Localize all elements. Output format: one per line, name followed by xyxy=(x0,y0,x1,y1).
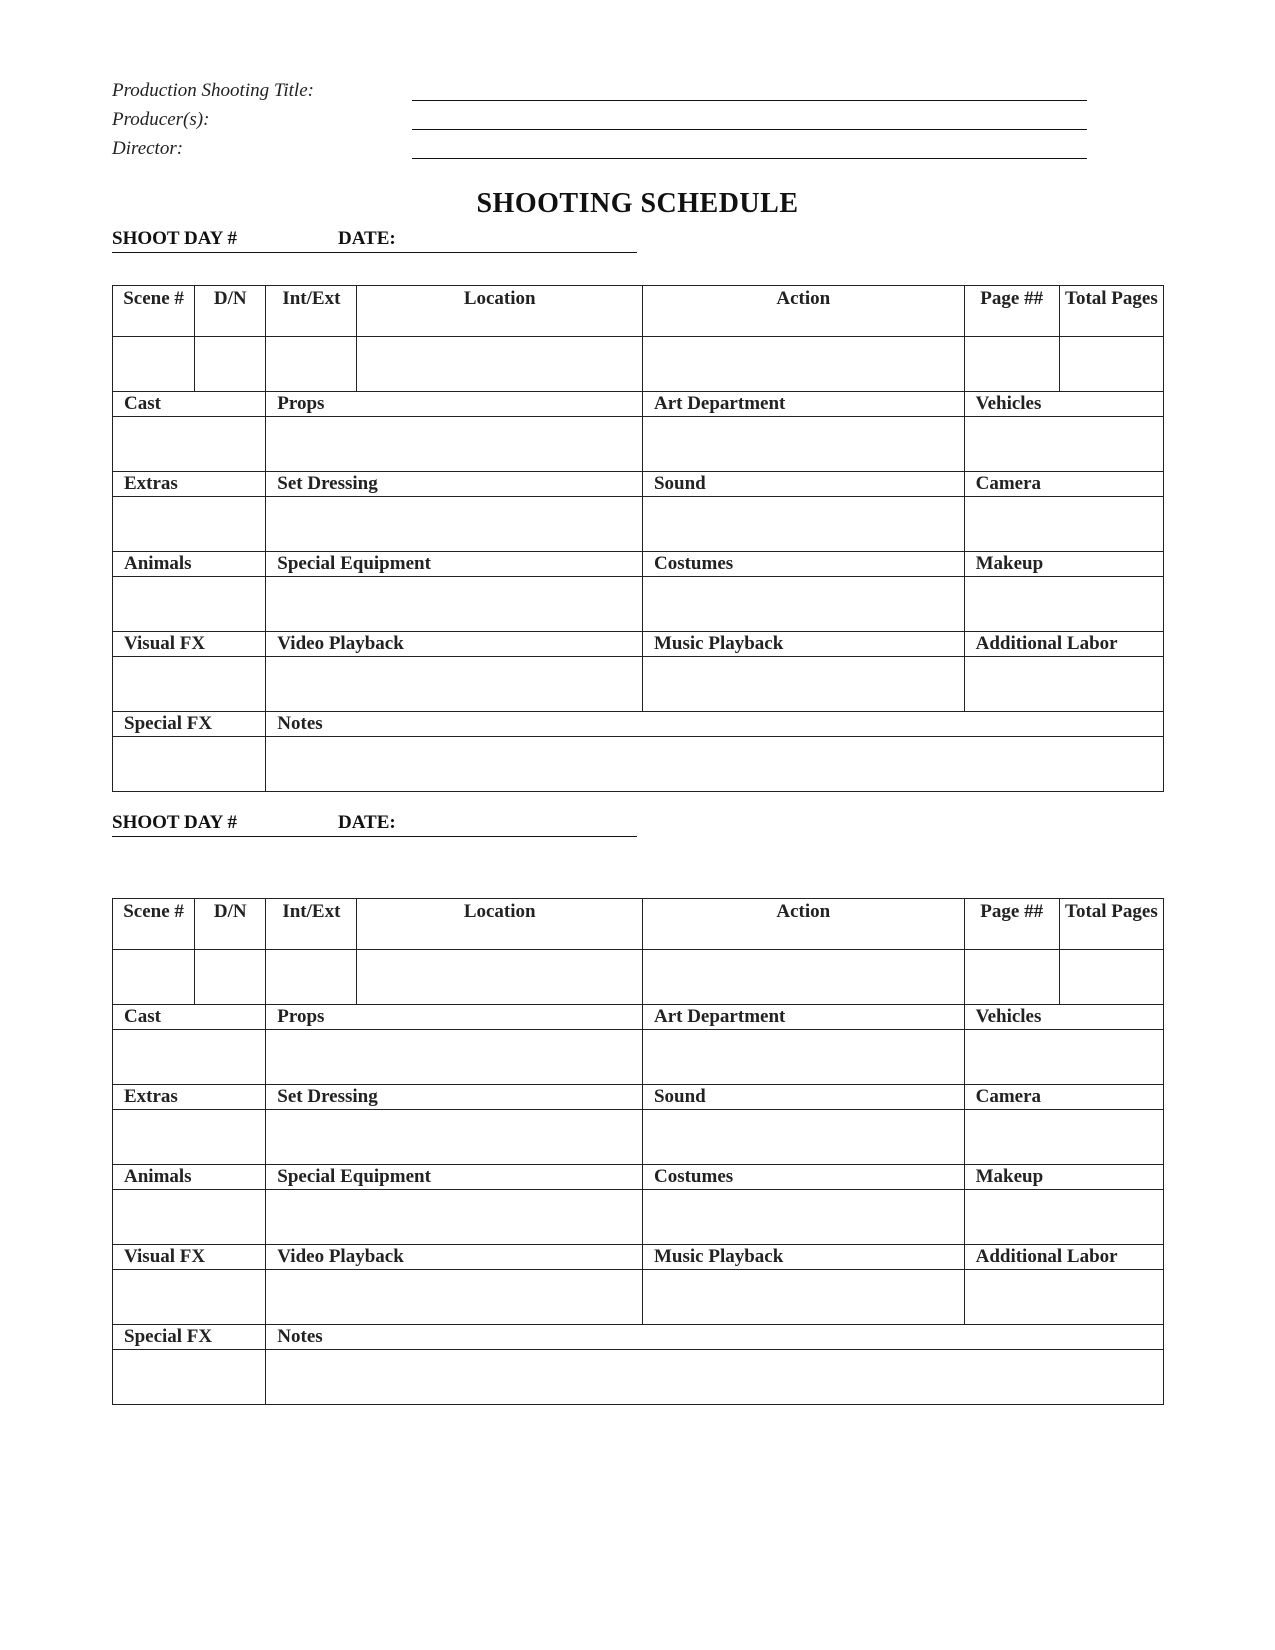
director-row xyxy=(112,136,1092,165)
column-header-intext: Int/Ext xyxy=(266,899,357,950)
shoot-day-line-2[interactable] xyxy=(112,810,637,837)
section-label-animals: Animals xyxy=(113,552,266,577)
costumes-cell[interactable] xyxy=(642,1190,964,1245)
section-label-extras: Extras xyxy=(113,472,266,497)
section-label-props: Props xyxy=(266,1005,643,1030)
column-header-total-pages: Total Pages xyxy=(1059,899,1163,950)
location-cell[interactable] xyxy=(357,337,643,392)
section-label-music-playback: Music Playback xyxy=(642,1245,964,1270)
section-label-set-dressing: Set Dressing xyxy=(266,472,643,497)
total-pages-cell[interactable] xyxy=(1059,950,1163,1005)
column-header-dn: D/N xyxy=(195,286,266,337)
action-cell[interactable] xyxy=(642,950,964,1005)
column-header-page: Page ## xyxy=(964,899,1059,950)
music-playback-cell[interactable] xyxy=(642,1270,964,1325)
camera-cell[interactable] xyxy=(964,497,1163,552)
section-label-art-department: Art Department xyxy=(642,392,964,417)
section-label-special-fx: Special FX xyxy=(113,712,266,737)
section-label-video-playback: Video Playback xyxy=(266,632,643,657)
section-label-music-playback: Music Playback xyxy=(642,632,964,657)
director-label: Director: xyxy=(112,138,184,159)
set-dressing-cell[interactable] xyxy=(266,497,643,552)
column-header-action: Action xyxy=(642,899,964,950)
animals-cell[interactable] xyxy=(113,577,266,632)
section-label-row xyxy=(113,1245,1164,1270)
producers-row xyxy=(112,107,1092,136)
vehicles-cell[interactable] xyxy=(964,1030,1163,1085)
page-cell[interactable] xyxy=(964,950,1059,1005)
dn-cell[interactable] xyxy=(195,950,266,1005)
section-label-additional-labor: Additional Labor xyxy=(964,632,1163,657)
extras-cell[interactable] xyxy=(113,1110,266,1165)
section-label-set-dressing: Set Dressing xyxy=(266,1085,643,1110)
section-label-cast: Cast xyxy=(113,1005,266,1030)
scene-entry-row xyxy=(113,950,1164,1005)
section-label-notes: Notes xyxy=(266,712,1164,737)
date-label: DATE: xyxy=(338,812,396,833)
section-entry-row xyxy=(113,1270,1164,1325)
shoot-day-label: SHOOT DAY # xyxy=(112,228,237,249)
column-header-row xyxy=(113,286,1164,337)
section-label-row xyxy=(113,632,1164,657)
date-label: DATE: xyxy=(338,228,396,249)
column-header-row xyxy=(113,899,1164,950)
art-department-cell[interactable] xyxy=(642,1030,964,1085)
special-equipment-cell[interactable] xyxy=(266,1190,643,1245)
column-header-scene: Scene # xyxy=(113,899,195,950)
section-label-special-equipment: Special Equipment xyxy=(266,1165,643,1190)
column-header-total-pages: Total Pages xyxy=(1059,286,1163,337)
section-label-row xyxy=(113,472,1164,497)
section-entry-row xyxy=(113,1110,1164,1165)
section-label-costumes: Costumes xyxy=(642,1165,964,1190)
vehicles-cell[interactable] xyxy=(964,417,1163,472)
camera-cell[interactable] xyxy=(964,1110,1163,1165)
page-cell[interactable] xyxy=(964,337,1059,392)
section-label-visual-fx: Visual FX xyxy=(113,632,266,657)
producers-label: Producer(s): xyxy=(112,109,210,130)
sound-cell[interactable] xyxy=(642,497,964,552)
costumes-cell[interactable] xyxy=(642,577,964,632)
additional-labor-cell[interactable] xyxy=(964,1270,1163,1325)
section-label-sound: Sound xyxy=(642,1085,964,1110)
production-title-row xyxy=(112,78,1092,107)
section-label-costumes: Costumes xyxy=(642,552,964,577)
schedule-table-2 xyxy=(112,898,1164,1405)
action-cell[interactable] xyxy=(642,337,964,392)
props-cell[interactable] xyxy=(266,417,643,472)
section-label-art-department: Art Department xyxy=(642,1005,964,1030)
notes-cell[interactable] xyxy=(266,1350,1164,1405)
section-entry-row xyxy=(113,497,1164,552)
column-header-intext: Int/Ext xyxy=(266,286,357,337)
intext-cell[interactable] xyxy=(266,337,357,392)
section-label-row xyxy=(113,712,1164,737)
column-header-location: Location xyxy=(357,286,643,337)
makeup-cell[interactable] xyxy=(964,577,1163,632)
producers-field[interactable] xyxy=(412,129,1087,130)
section-entry-row xyxy=(113,737,1164,792)
section-label-row xyxy=(113,1325,1164,1350)
section-label-vehicles: Vehicles xyxy=(964,1005,1163,1030)
section-label-video-playback: Video Playback xyxy=(266,1245,643,1270)
section-label-special-fx: Special FX xyxy=(113,1325,266,1350)
video-playback-cell[interactable] xyxy=(266,657,643,712)
column-header-scene: Scene # xyxy=(113,286,195,337)
section-entry-row xyxy=(113,417,1164,472)
section-label-extras: Extras xyxy=(113,1085,266,1110)
cast-cell[interactable] xyxy=(113,417,266,472)
visual-fx-cell[interactable] xyxy=(113,657,266,712)
column-header-dn: D/N xyxy=(195,899,266,950)
section-entry-row xyxy=(113,1190,1164,1245)
schedule-table-1 xyxy=(112,285,1164,792)
column-header-action: Action xyxy=(642,286,964,337)
shoot-day-label: SHOOT DAY # xyxy=(112,812,237,833)
section-label-row xyxy=(113,392,1164,417)
section-label-camera: Camera xyxy=(964,1085,1163,1110)
animals-cell[interactable] xyxy=(113,1190,266,1245)
section-label-camera: Camera xyxy=(964,472,1163,497)
scene-cell[interactable] xyxy=(113,950,195,1005)
page-title: SHOOTING SCHEDULE xyxy=(476,188,799,219)
extras-cell[interactable] xyxy=(113,497,266,552)
section-entry-row xyxy=(113,1350,1164,1405)
notes-cell[interactable] xyxy=(266,737,1164,792)
total-pages-cell[interactable] xyxy=(1059,337,1163,392)
props-cell[interactable] xyxy=(266,1030,643,1085)
section-label-makeup: Makeup xyxy=(964,552,1163,577)
section-entry-row xyxy=(113,577,1164,632)
section-label-special-equipment: Special Equipment xyxy=(266,552,643,577)
section-label-sound: Sound xyxy=(642,472,964,497)
section-label-visual-fx: Visual FX xyxy=(113,1245,266,1270)
section-label-notes: Notes xyxy=(266,1325,1164,1350)
special-fx-cell[interactable] xyxy=(113,1350,266,1405)
art-department-cell[interactable] xyxy=(642,417,964,472)
section-label-additional-labor: Additional Labor xyxy=(964,1245,1163,1270)
special-fx-cell[interactable] xyxy=(113,737,266,792)
section-entry-row xyxy=(113,1030,1164,1085)
section-label-cast: Cast xyxy=(113,392,266,417)
sound-cell[interactable] xyxy=(642,1110,964,1165)
production-info xyxy=(112,78,1092,165)
shoot-day-line-1[interactable] xyxy=(112,226,637,253)
director-field[interactable] xyxy=(412,158,1087,159)
makeup-cell[interactable] xyxy=(964,1190,1163,1245)
visual-fx-cell[interactable] xyxy=(113,1270,266,1325)
section-label-row xyxy=(113,552,1164,577)
section-label-row xyxy=(113,1085,1164,1110)
cast-cell[interactable] xyxy=(113,1030,266,1085)
section-label-animals: Animals xyxy=(113,1165,266,1190)
music-playback-cell[interactable] xyxy=(642,657,964,712)
video-playback-cell[interactable] xyxy=(266,1270,643,1325)
column-header-location: Location xyxy=(357,899,643,950)
section-label-row xyxy=(113,1005,1164,1030)
section-label-makeup: Makeup xyxy=(964,1165,1163,1190)
section-label-props: Props xyxy=(266,392,643,417)
location-cell[interactable] xyxy=(357,950,643,1005)
production-title-label: Production Shooting Title: xyxy=(112,80,314,101)
special-equipment-cell[interactable] xyxy=(266,577,643,632)
section-label-vehicles: Vehicles xyxy=(964,392,1163,417)
section-entry-row xyxy=(113,657,1164,712)
production-title-field[interactable] xyxy=(412,100,1087,101)
dn-cell[interactable] xyxy=(195,337,266,392)
set-dressing-cell[interactable] xyxy=(266,1110,643,1165)
column-header-page: Page ## xyxy=(964,286,1059,337)
scene-entry-row xyxy=(113,337,1164,392)
section-label-row xyxy=(113,1165,1164,1190)
intext-cell[interactable] xyxy=(266,950,357,1005)
additional-labor-cell[interactable] xyxy=(964,657,1163,712)
scene-cell[interactable] xyxy=(113,337,195,392)
